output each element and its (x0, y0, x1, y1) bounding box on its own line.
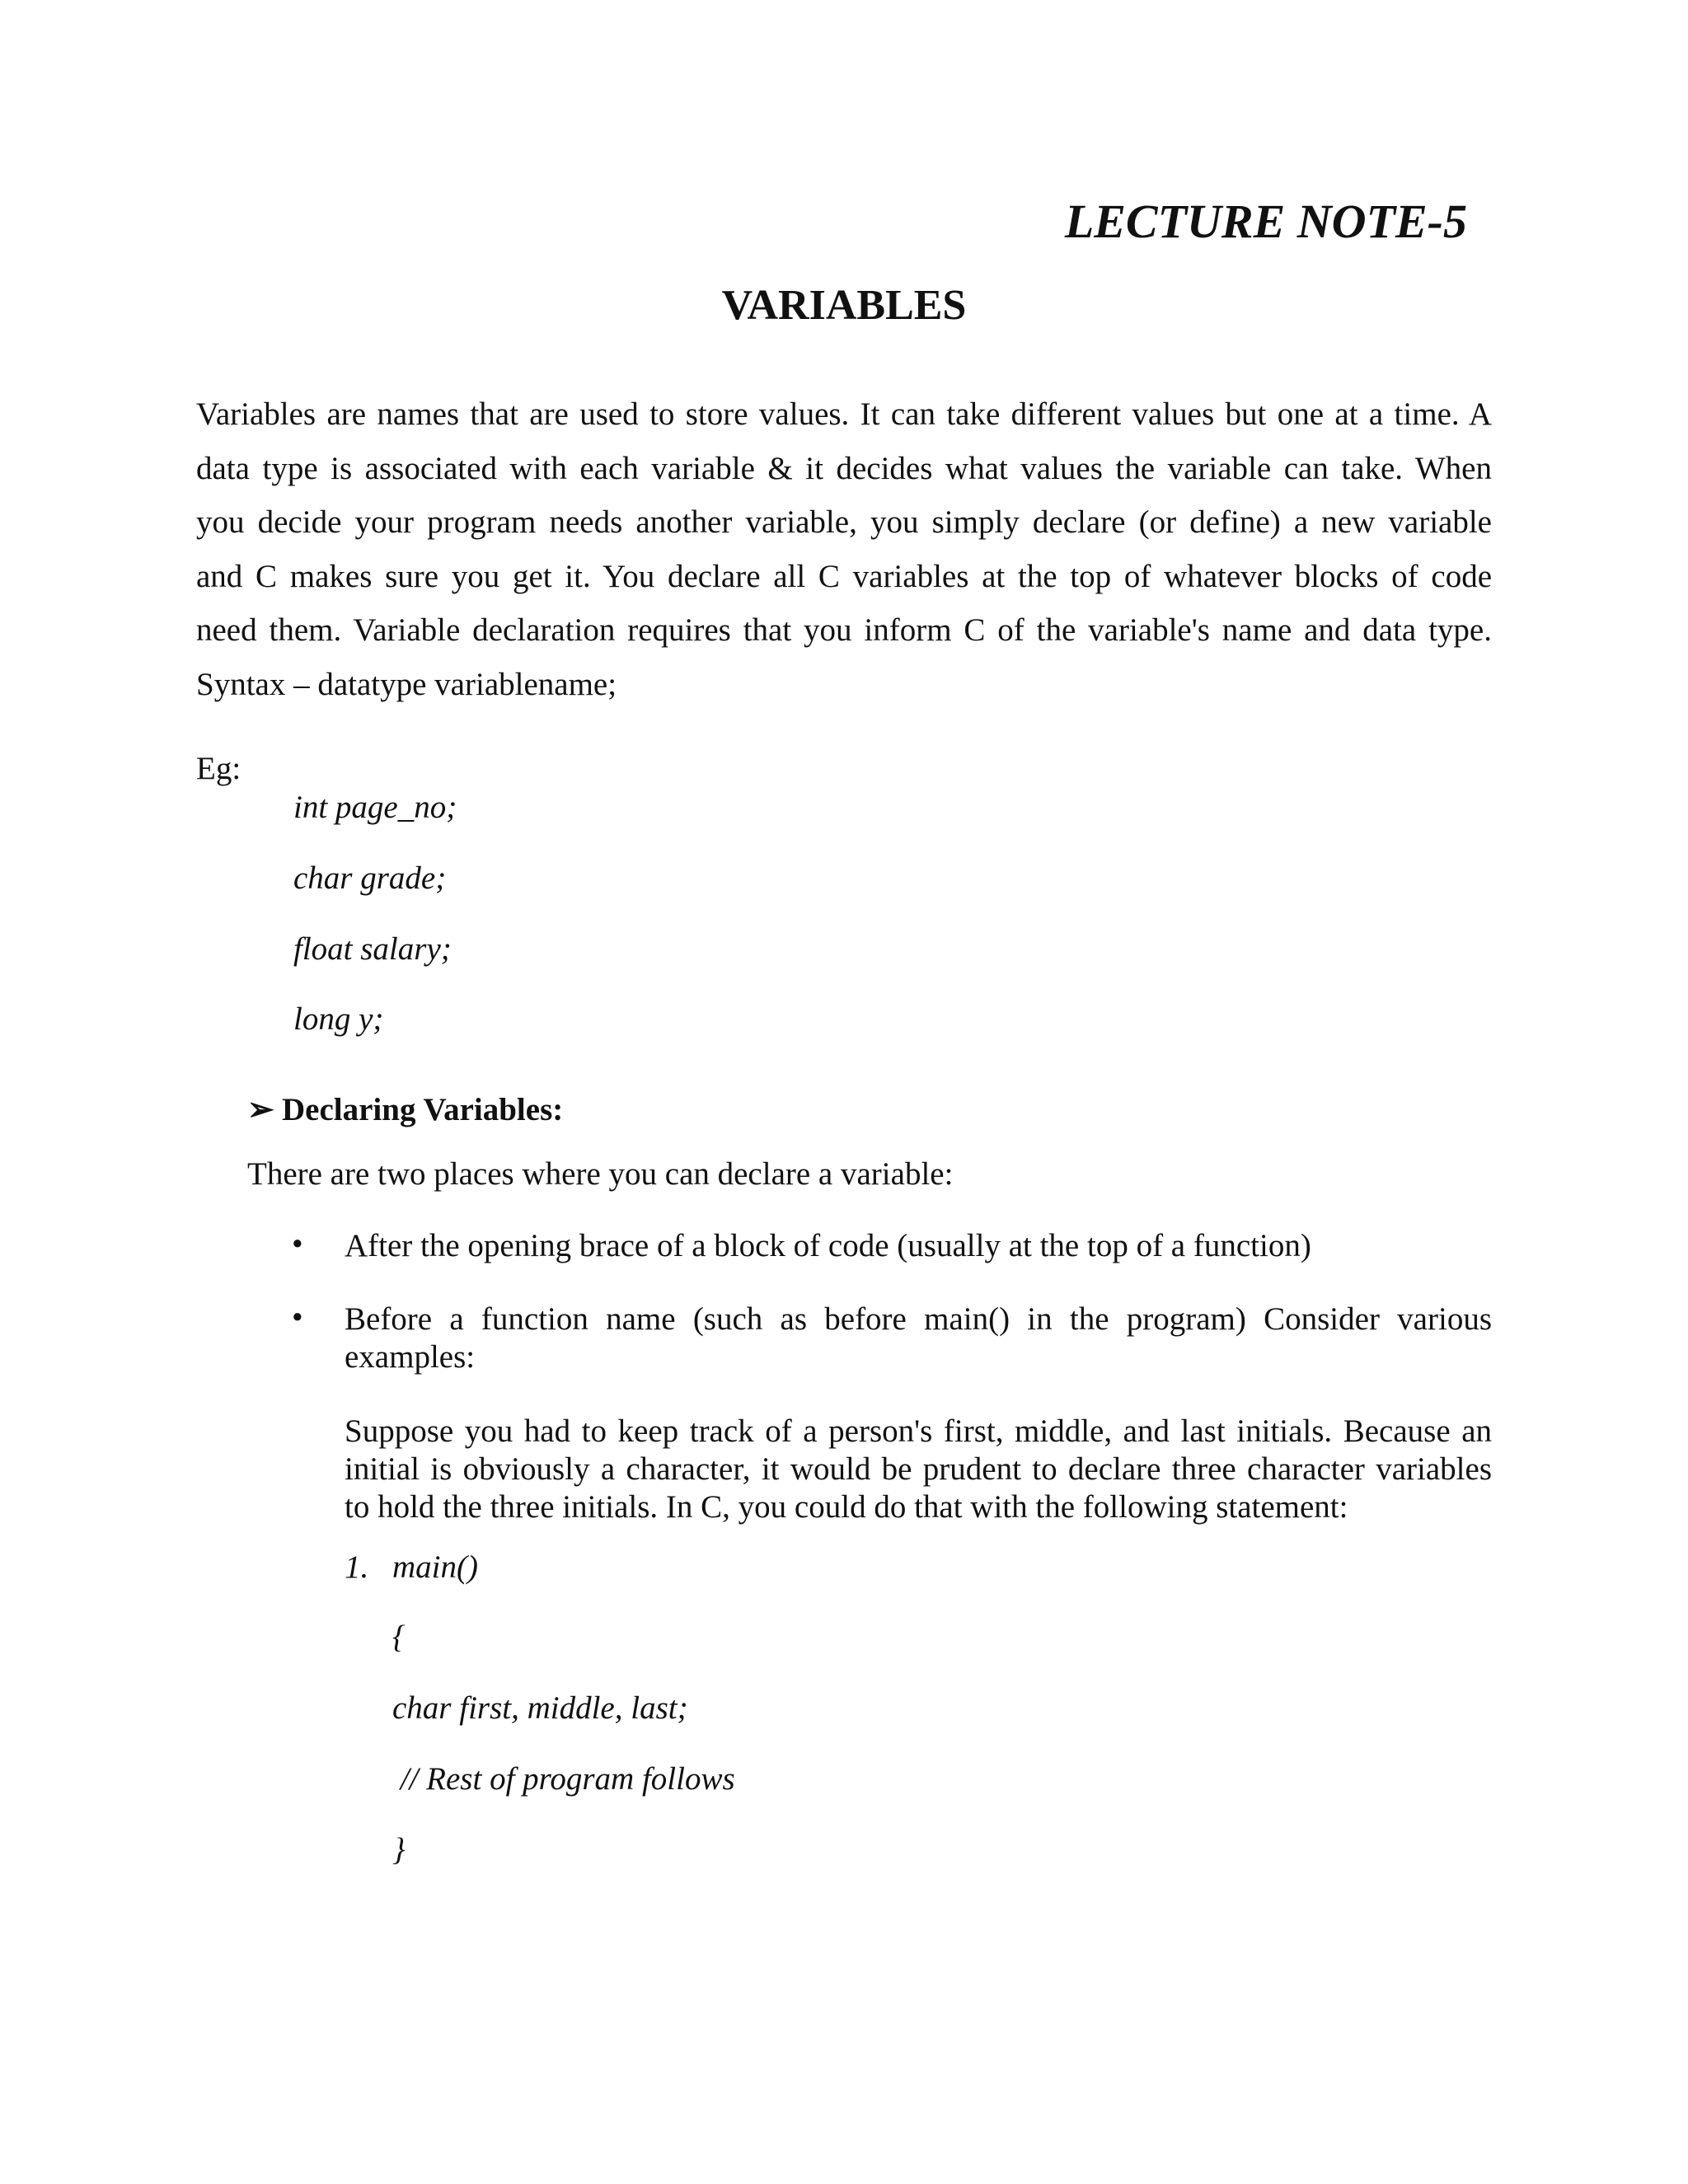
lecture-note-heading: LECTURE NOTE-5 (1064, 194, 1467, 248)
section-heading (247, 1090, 563, 1131)
bullet-dot-icon: • (292, 1226, 303, 1262)
example-code-line: int page_no; (293, 790, 457, 825)
section-heading-text: Declaring Variables: (282, 1092, 564, 1127)
bullet-item: Before a function name (such as before main() in the program) Consider various (345, 1301, 1492, 1337)
intro-line: data type is associated with each variable & it decides what values the variable can take. When (196, 450, 1492, 486)
explanation-paragraph (345, 1413, 1492, 1526)
example-code-line: long y; (293, 1001, 384, 1037)
intro-line: you decide your program needs another variable, you simply declare (or define) a new variable (196, 504, 1492, 540)
code-comment: // Rest of program follows (392, 1761, 735, 1797)
paragraph-line: to hold the three initials. In C, you could do that with the following statement: (345, 1489, 1348, 1525)
example-code-line: char grade; (293, 860, 447, 896)
example-code-line: float salary; (293, 931, 452, 967)
code-line: main() (392, 1549, 478, 1585)
bullet-item-continued: examples: (345, 1339, 476, 1375)
bullet-dot-icon: • (292, 1300, 303, 1335)
example-label: Eg: (196, 751, 241, 786)
arrow-bullet-icon: ➢ (247, 1092, 274, 1127)
code-line: } (392, 1832, 406, 1868)
code-line: { (392, 1619, 406, 1655)
bullet-item: After the opening brace of a block of code (usually at the top of a function) (345, 1228, 1311, 1263)
syntax-line: Syntax – datatype variablename; (196, 666, 617, 702)
paragraph-line: initial is obviously a character, it would be prudent to declare three character variables (345, 1451, 1492, 1487)
intro-line: need them. Variable declaration requires that you inform C of the variable's name and data type. (196, 612, 1492, 648)
section-intro: There are two places where you can declare a variable: (247, 1156, 954, 1192)
code-line: char first, middle, last; (392, 1690, 688, 1726)
paragraph-line: Suppose you had to keep track of a person's first, middle, and last initials. Because an (345, 1413, 1492, 1449)
intro-line: and C makes sure you get it. You declare all C variables at the top of whatever blocks of code (196, 558, 1492, 594)
code-list-number: 1. (345, 1549, 369, 1585)
intro-line: Variables are names that are used to store values. It can take different values but one at a time. A (196, 396, 1492, 432)
intro-paragraph (196, 387, 1492, 711)
page-title: VARIABLES (721, 282, 967, 329)
